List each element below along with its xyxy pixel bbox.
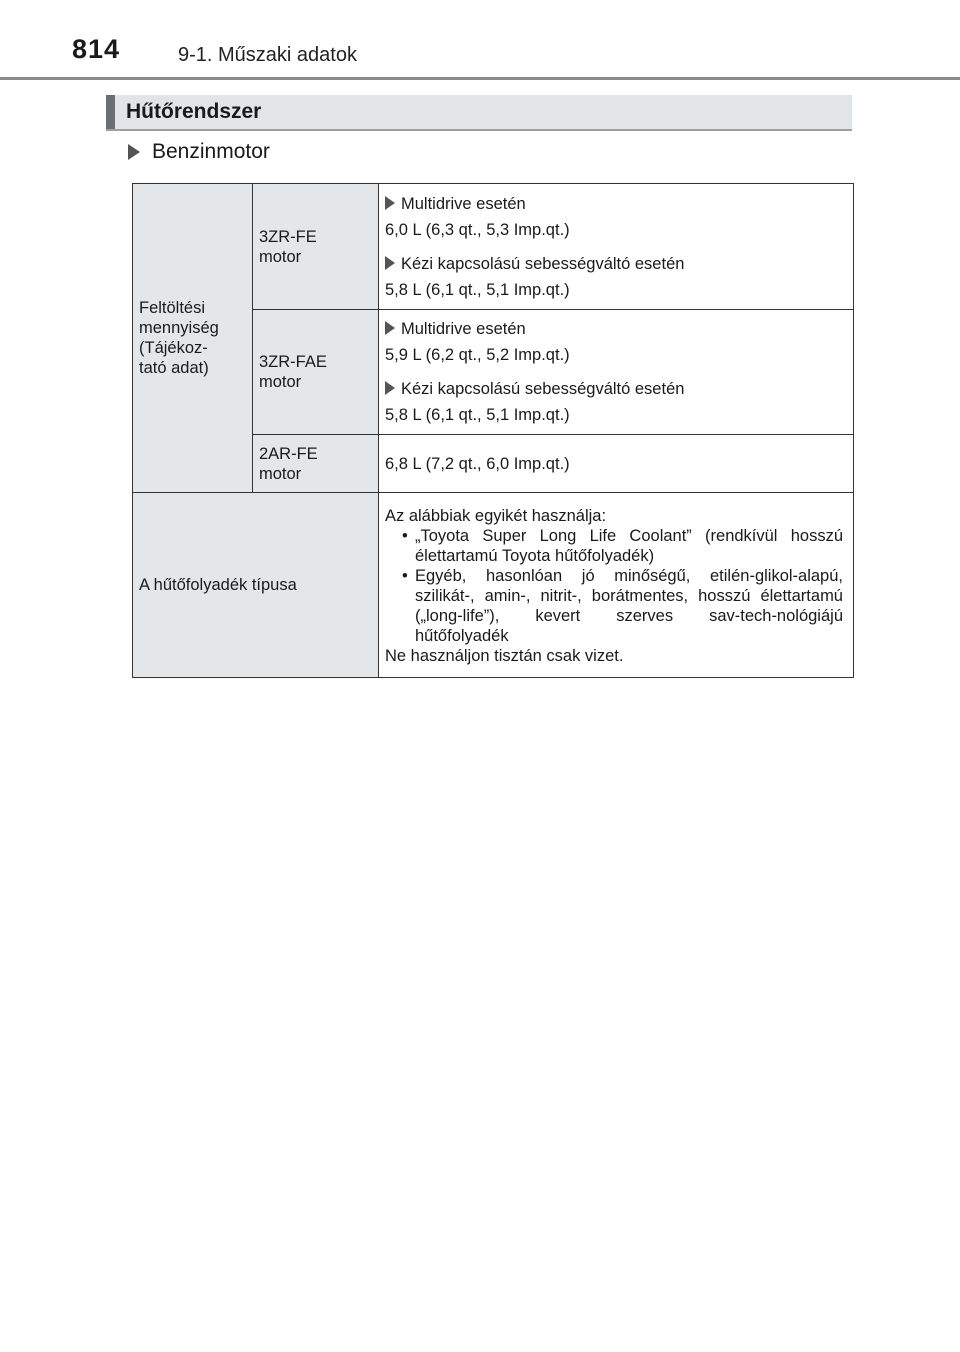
coolant-type-cell bbox=[379, 493, 854, 678]
triangle-bullet-icon bbox=[128, 144, 140, 160]
coolant-spec-table bbox=[132, 183, 854, 678]
table-row bbox=[133, 184, 854, 310]
engine-name: 3ZR-FAE bbox=[259, 353, 327, 371]
triangle-bullet-icon bbox=[385, 196, 395, 210]
section-heading-bar bbox=[106, 95, 852, 131]
triangle-bullet-icon bbox=[385, 256, 395, 270]
engine-cell-3zr-fe bbox=[253, 184, 379, 310]
engine-name: 2AR-FE bbox=[259, 444, 318, 463]
option-condition bbox=[385, 254, 847, 274]
condition-text: Multidrive esetén bbox=[401, 194, 526, 213]
engine-cell-3zr-fae bbox=[253, 310, 379, 435]
capacity-value-cell bbox=[379, 435, 854, 493]
engine-name-suffix: motor bbox=[259, 247, 302, 266]
capacity-value: 6,8 L (7,2 qt., 6,0 Imp.qt.) bbox=[385, 454, 570, 473]
list-item: • „Toyota Super Long Life Coolant” (rendkívül hosszú élettartamú Toyota hűtőfolyadék) bbox=[385, 526, 843, 566]
coolant-note: Ne használjon tisztán csak vizet. bbox=[385, 647, 624, 665]
page-number: 814 bbox=[72, 34, 121, 64]
capacity-label-line: tató adat) bbox=[139, 359, 209, 377]
capacity-label-line: mennyiség bbox=[139, 319, 219, 337]
coolant-type-label-cell bbox=[133, 493, 379, 678]
condition-text: Kézi kapcsolású sebességváltó esetén bbox=[401, 380, 685, 398]
engine-name: 3ZR-FE bbox=[259, 227, 317, 246]
option-condition bbox=[385, 319, 847, 339]
triangle-bullet-icon bbox=[385, 321, 395, 335]
section-accent-mark bbox=[106, 95, 115, 129]
header-divider bbox=[0, 77, 960, 80]
capacity-value: 5,9 L (6,2 qt., 5,2 Imp.qt.) bbox=[385, 346, 570, 364]
capacity-value: 6,0 L (6,3 qt., 5,3 Imp.qt.) bbox=[385, 220, 570, 239]
section-title: Hűtőrendszer bbox=[126, 100, 262, 123]
engine-name-suffix: motor bbox=[259, 373, 302, 391]
triangle-bullet-icon bbox=[385, 381, 395, 395]
capacity-label-line: (Tájékoz- bbox=[139, 339, 208, 357]
table-row bbox=[133, 493, 854, 678]
capacity-label-cell bbox=[133, 184, 253, 493]
page-header bbox=[0, 0, 960, 80]
coolant-type-label: A hűtőfolyadék típusa bbox=[139, 576, 297, 594]
coolant-list bbox=[385, 526, 843, 646]
subheading-text: Benzinmotor bbox=[152, 140, 270, 163]
capacity-values-cell bbox=[379, 310, 854, 435]
capacity-values-cell bbox=[379, 184, 854, 310]
condition-text: Multidrive esetén bbox=[401, 320, 526, 338]
option-condition bbox=[385, 194, 847, 214]
chapter-title: 9-1. Műszaki adatok bbox=[178, 44, 357, 66]
condition-text: Kézi kapcsolású sebességváltó esetén bbox=[401, 254, 685, 273]
engine-name-suffix: motor bbox=[259, 464, 302, 483]
engine-cell-2ar-fe bbox=[253, 435, 379, 493]
capacity-label-line: Feltöltési bbox=[139, 299, 206, 317]
capacity-value: 5,8 L (6,1 qt., 5,1 Imp.qt.) bbox=[385, 280, 570, 299]
coolant-intro: Az alábbiak egyikét használja: bbox=[385, 507, 607, 525]
subheading bbox=[128, 140, 270, 164]
list-item: • Egyéb, hasonlóan jó minőségű, etilén-glikol-alapú, szilikát-, amin-, nitrit-, borátmentes, hosszú élettartamú („long-life”), kevert szerves sav-tech-nológiájú hűtőfolyadék bbox=[385, 566, 843, 646]
capacity-value: 5,8 L (6,1 qt., 5,1 Imp.qt.) bbox=[385, 406, 570, 424]
option-condition bbox=[385, 379, 847, 399]
